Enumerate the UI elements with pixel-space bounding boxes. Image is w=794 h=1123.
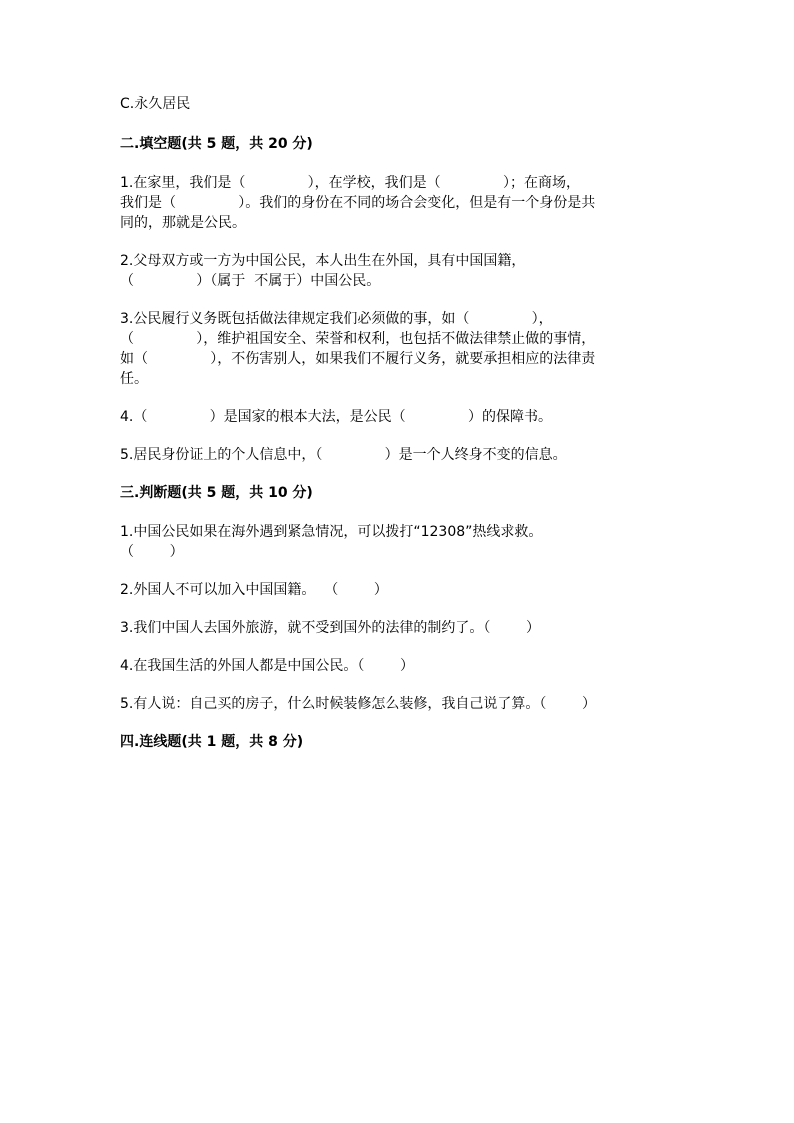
question-line: 2.外国人不可以加入中国国籍。 （ ） [120, 582, 388, 598]
question-line: 如（ ），不伤害别人，如果我们不履行义务，就要承担相应的法律责 [120, 351, 596, 367]
exam-page [120, 94, 680, 771]
section-matching-title: 四.连线题(共 1 题，共 8 分) [120, 734, 304, 750]
true-false-question-3 [120, 618, 680, 638]
fill-blank-question-4 [120, 407, 680, 427]
question-line: 3.我们中国人去国外旅游，就不受到国外的法律的制约了。（ ） [120, 620, 540, 636]
fill-blank-question-1 [120, 173, 680, 233]
true-false-question-2 [120, 580, 680, 600]
question-line: （ ），维护祖国安全、荣誉和权利，也包括不做法律禁止做的事情， [120, 331, 596, 347]
true-false-question-1 [120, 522, 680, 562]
question-line: 我们是（ ）。我们的身份在不同的场合会变化，但是有一个身份是共 [120, 195, 596, 211]
true-false-question-5 [120, 694, 680, 714]
question-line: 3.公民履行义务既包括做法律规定我们必须做的事，如（ ）， [120, 311, 553, 327]
question-line: 1.在家里，我们是（ ），在学校，我们是（ ）；在商场， [120, 175, 580, 191]
fill-blank-question-5 [120, 445, 680, 465]
question-line: （ ）（属于 不属于）中国公民。 [120, 273, 381, 289]
question-line: 4.在我国生活的外国人都是中国公民。（ ） [120, 658, 414, 674]
question-line: 任。 [120, 371, 148, 387]
question-line: 2.父母双方或一方为中国公民，本人出生在外国，具有中国国籍， [120, 253, 526, 269]
question-line: 1.中国公民如果在海外遇到紧急情况，可以拨打“12308”热线求救。 [120, 524, 543, 540]
question-line: 5.居民身份证上的个人信息中，（ ）是一个人终身不变的信息。 [120, 447, 567, 463]
section-fill-blank-title: 二.填空题(共 5 题，共 20 分) [120, 136, 313, 152]
question-line: 5.有人说：自己买的房子，什么时候装修怎么装修，我自己说了算。（ ） [120, 696, 596, 712]
fill-blank-question-2 [120, 251, 680, 291]
true-false-question-4 [120, 656, 680, 676]
section-true-false-title: 三.判断题(共 5 题，共 10 分) [120, 485, 313, 501]
question-line: 4.（ ）是国家的根本大法，是公民（ ）的保障书。 [120, 409, 552, 425]
previous-option-c: C.永久居民 [120, 96, 191, 112]
question-line: 同的，那就是公民。 [120, 215, 246, 231]
question-line: （ ） [120, 544, 184, 560]
fill-blank-question-3 [120, 309, 680, 389]
